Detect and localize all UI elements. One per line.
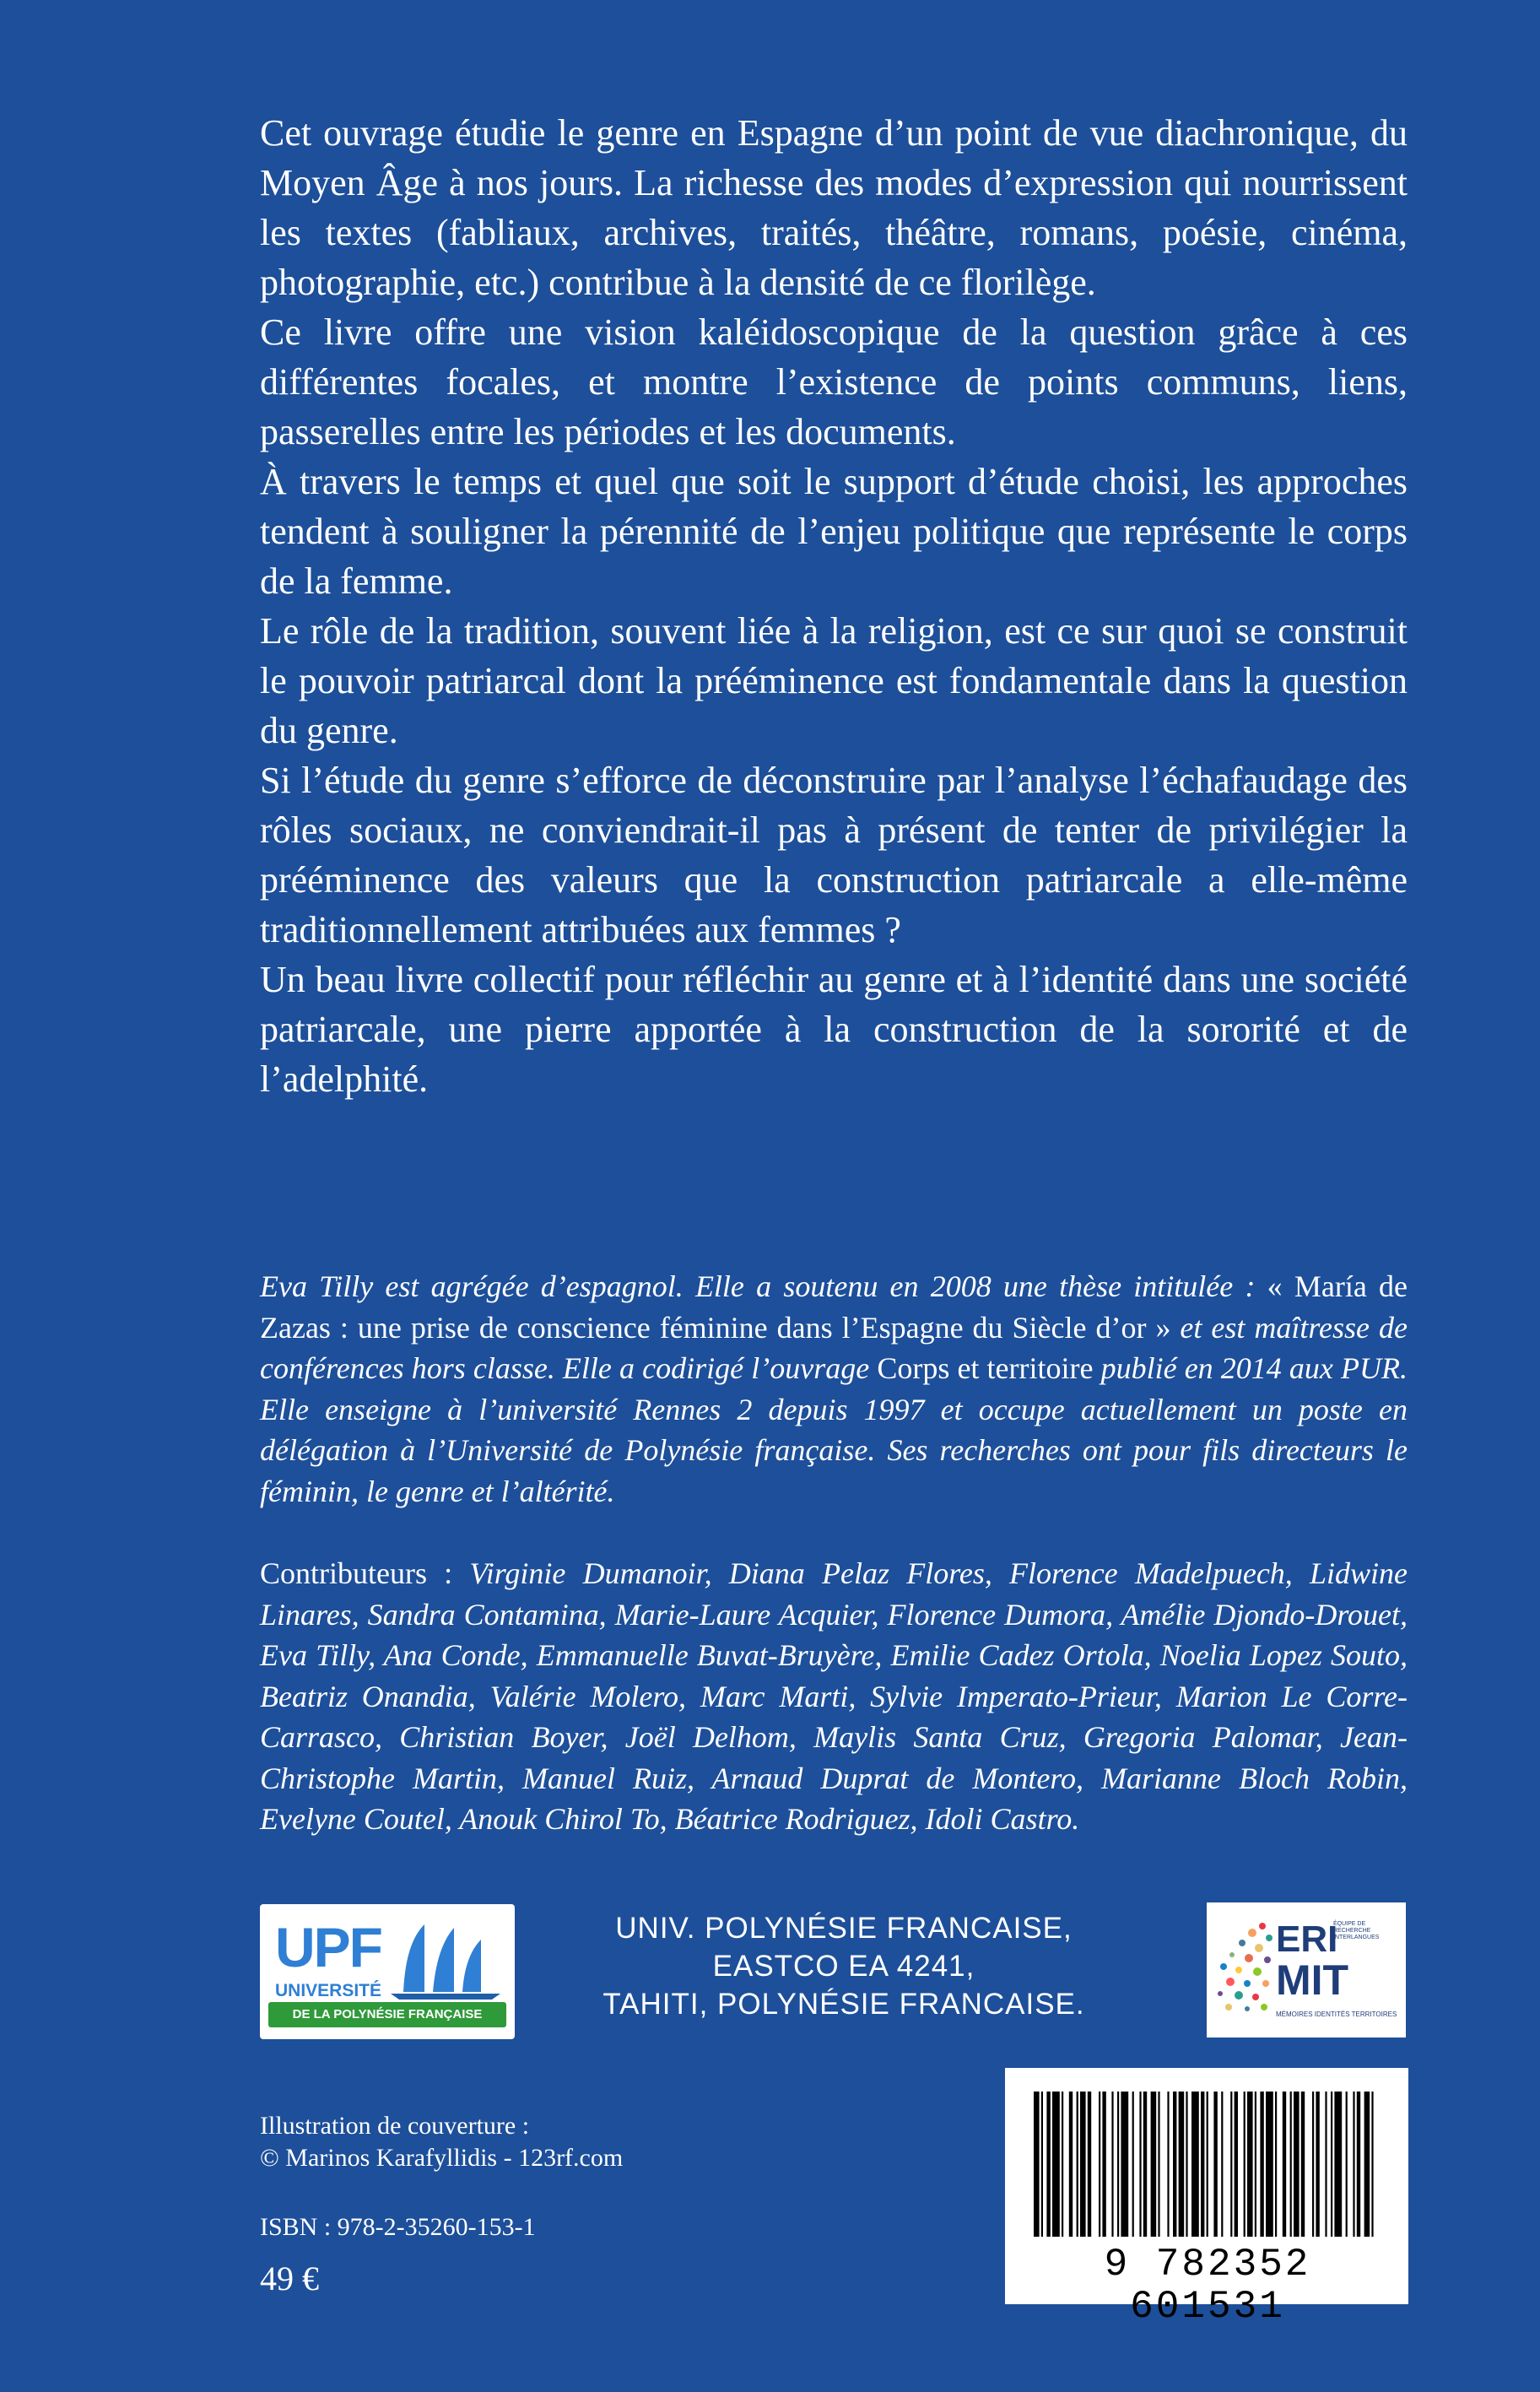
barcode-bar bbox=[1353, 2092, 1354, 2237]
address-line-2: EASTCO EA 4241, bbox=[712, 1950, 975, 1983]
barcode-bar bbox=[1034, 2092, 1040, 2237]
barcode-bar bbox=[1099, 2092, 1100, 2237]
upf-subtitle: DE LA POLYNÉSIE FRANÇAISE bbox=[292, 2007, 483, 2021]
barcode-bar bbox=[1235, 2092, 1238, 2237]
barcode-icon bbox=[1030, 2092, 1383, 2243]
barcode-bar bbox=[1077, 2092, 1078, 2237]
abstract-paragraph-5: Si l’étude du genre s’efforce de déconstruire par l’analyse l’échafaudage des rôles sociaux, ne conviendrait-il pas à présent de tenter de privilégier la prééminence des valeurs que la construction patriarcale a elle-même traditionnellement attribuées aux femmes ? bbox=[260, 760, 1408, 950]
barcode-bar bbox=[1173, 2092, 1176, 2237]
erimit-eri: ERI bbox=[1276, 1918, 1338, 1960]
address-line-1: UNIV. POLYNÉSIE FRANCAISE, bbox=[615, 1912, 1073, 1945]
barcode-bar bbox=[1290, 2092, 1292, 2237]
illustration-credit: © Marinos Karafyllidis - 123rf.com bbox=[260, 2144, 624, 2172]
barcode-bar bbox=[1364, 2092, 1370, 2237]
barcode-bar bbox=[1062, 2092, 1063, 2237]
barcode-bar bbox=[1244, 2092, 1246, 2237]
abstract-paragraph-3: À travers le temps et quel que soit le support d’étude choisi, les approches tendent à souligner la pérennité de l’enjeu politique que représente le corps de la femme. bbox=[260, 461, 1408, 602]
canoe-sail-icon bbox=[386, 1916, 505, 2000]
barcode-bar bbox=[1088, 2092, 1091, 2237]
barcode-bar bbox=[1132, 2092, 1134, 2237]
barcode-panel bbox=[1005, 2068, 1408, 2329]
erimit-tagline: MÉMOIRES IDENTITÉS TERRITOIRES bbox=[1276, 2010, 1397, 2018]
publisher-address bbox=[548, 1909, 1139, 2023]
bio-part-3: publié en 2014 aux PUR. Elle enseigne à l’université Rennes 2 depuis 1997 et occupe actuellement un poste en délégation à l’Université de Polynésie française. Ses recherches ont pour fils directeurs le féminin, le genre et l’altérité. bbox=[260, 1351, 1408, 1508]
upf-acronym: UPF bbox=[275, 1916, 381, 1978]
barcode-bar bbox=[1294, 2092, 1300, 2237]
barcode-bar bbox=[1325, 2092, 1327, 2237]
barcode-bar bbox=[1312, 2092, 1314, 2237]
barcode-bar bbox=[1230, 2092, 1232, 2237]
author-bio bbox=[260, 1266, 1408, 1512]
contributors-list bbox=[260, 1553, 1408, 1840]
barcode-bar bbox=[1221, 2092, 1223, 2237]
barcode-bar bbox=[1247, 2092, 1253, 2237]
isbn: ISBN : 978-2-35260-153-1 bbox=[260, 2213, 536, 2241]
barcode-bar bbox=[1201, 2092, 1204, 2237]
erimit-mit: MIT bbox=[1276, 1956, 1349, 2004]
barcode-bar bbox=[1052, 2092, 1060, 2237]
bio-part-2: et est maîtresse de conférences hors classe. Elle a codirigé l’ouvrage bbox=[260, 1310, 1408, 1385]
barcode-bar bbox=[1046, 2092, 1050, 2237]
abstract-paragraph-1: Cet ouvrage étudie le genre en Espagne d’un point de vue diachronique, du Moyen Âge à nos jours. La richesse des modes d’expression qui nourrissent les textes (fabliaux, archives, traités, théâtre, romans, poésie, cinéma, photographie, etc.) contribue à la densité de ce florilège. bbox=[260, 112, 1408, 303]
barcode-bar bbox=[1334, 2092, 1342, 2237]
barcode-bar bbox=[1186, 2092, 1187, 2237]
bio-book-title: Corps et territoire bbox=[877, 1351, 1094, 1385]
barcode-bar bbox=[1151, 2092, 1157, 2237]
bio-part-1: Eva Tilly est agrégée d’espagnol. Elle a soutenu en 2008 une thèse intitulée : bbox=[260, 1269, 1267, 1303]
barcode-bar bbox=[1158, 2092, 1159, 2237]
barcode-bar bbox=[1069, 2092, 1073, 2237]
erimit-team-label: ÉQUIPE DE RECHERCHE INTERLANGUES bbox=[1333, 1921, 1380, 1940]
barcode-bar bbox=[1283, 2092, 1286, 2237]
upf-logo bbox=[260, 1904, 515, 2039]
contributors-label: Contributeurs : bbox=[260, 1556, 470, 1590]
barcode-bar bbox=[1260, 2092, 1263, 2237]
abstract-paragraph-6: Un beau livre collectif pour réfléchir au genre et à l’identité dans une société patriarcale, une pierre apportée à la construction de la sororité et de l’adelphité. bbox=[260, 959, 1408, 1100]
barcode-bar bbox=[1117, 2092, 1119, 2237]
upf-university-label: UNIVERSITÉ bbox=[275, 1981, 382, 2000]
barcode-bar bbox=[1213, 2092, 1217, 2237]
barcode-bar bbox=[1080, 2092, 1086, 2237]
barcode-bar bbox=[1139, 2092, 1141, 2237]
barcode-bar bbox=[1143, 2092, 1147, 2237]
abstract-text bbox=[260, 108, 1408, 1104]
price: 49 € bbox=[260, 2259, 319, 2297]
illustration-label: Illustration de couverture : bbox=[260, 2112, 530, 2140]
barcode-bar bbox=[1041, 2092, 1043, 2237]
barcode-bar bbox=[1191, 2092, 1199, 2237]
barcode-bar bbox=[1207, 2092, 1208, 2237]
barcode-bar bbox=[1371, 2092, 1373, 2237]
barcode-bar bbox=[1255, 2092, 1256, 2237]
cover-credit bbox=[260, 2110, 732, 2174]
barcode-bar bbox=[1275, 2092, 1277, 2237]
abstract-paragraph-2: Ce livre offre une vision kaléidoscopique de la question grâce à ces différentes focales, et montre l’existence de points communs, liens, passerelles entre les périodes et les documents. bbox=[260, 311, 1408, 452]
barcode-bar bbox=[1121, 2092, 1128, 2237]
barcode-bar bbox=[1316, 2092, 1319, 2237]
bio-thesis-title: « María de Zazas : une prise de conscience féminine dans l’Espagne du Siècle d’or » bbox=[260, 1269, 1408, 1345]
erimit-logo bbox=[1207, 1902, 1406, 2038]
contributors-names: Virginie Dumanoir, Diana Pelaz Flores, Florence Madelpuech, Lidwine Linares, Sandra Contamina, Marie-Laure Acquier, Florence Dumora, Amélie Djondo-Drouet, Eva Tilly, Ana Conde, Emmanuelle Buvat-Bruyère, Emilie Cadez Ortola, Noelia Lopez Souto, Beatriz Onandia, Valérie Molero, Marc Marti, Sylvie Imperato-Prieur, Marion Le Corre-Carrasco, Christian Boyer, Joël Delhom, Maylis Santa Cruz, Gregoria Palomar, Jean-Christophe Martin, Manuel Ruiz, Arnaud Duprat de Montero, Marianne Bloch Robin, Evelyne Coutel, Anouk Chirol To, Béatrice Rodriguez, Idoli Castro. bbox=[260, 1556, 1408, 1836]
barcode-bar bbox=[1357, 2092, 1360, 2237]
barcode-bar bbox=[1179, 2092, 1185, 2237]
barcode-bar bbox=[1331, 2092, 1332, 2237]
abstract-paragraph-4: Le rôle de la tradition, souvent liée à la religion, est ce sur quoi se construit le pouvoir patriarcal dont la prééminence est fondamentale dans la question du genre. bbox=[260, 610, 1408, 751]
barcode-bar bbox=[1266, 2092, 1273, 2237]
barcode-bar bbox=[1301, 2092, 1305, 2237]
address-line-3: TAHITI, POLYNÉSIE FRANCAISE. bbox=[602, 1988, 1085, 2021]
barcode-digits: 9 782352 601531 bbox=[1104, 2243, 1311, 2329]
barcode-bar bbox=[1346, 2092, 1348, 2237]
barcode-bar bbox=[1167, 2092, 1169, 2237]
erimit-dots-icon bbox=[1212, 1918, 1279, 2027]
barcode-bar bbox=[1102, 2092, 1105, 2237]
barcode-bar bbox=[1111, 2092, 1113, 2237]
